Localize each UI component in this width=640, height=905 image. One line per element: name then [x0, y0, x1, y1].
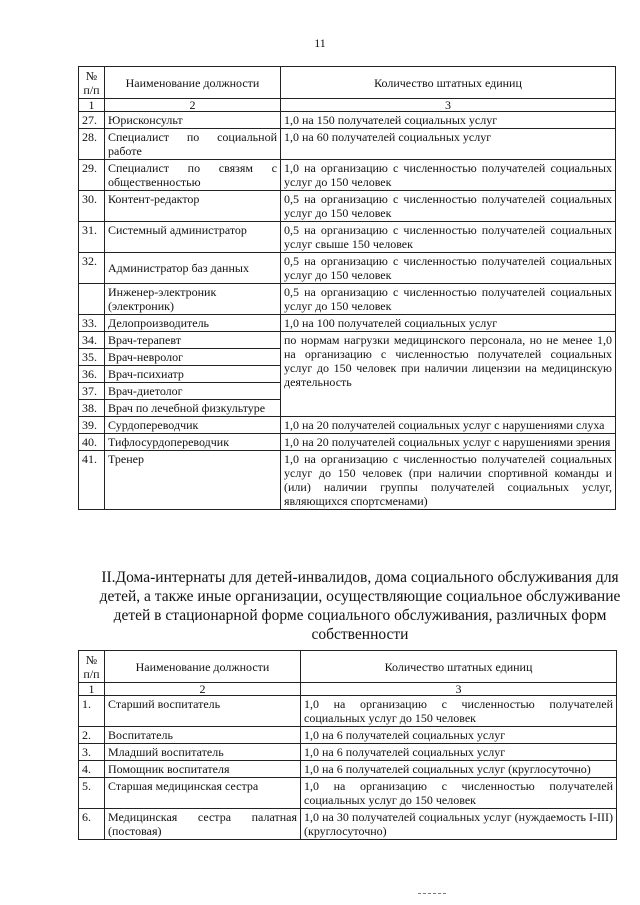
- row-number: 1.: [79, 696, 105, 727]
- staff-quantity: 1,0 на 30 получателей социальных услуг (нуждаемость I-III) (круглосуточно): [301, 809, 617, 840]
- position-name: Администратор баз данных: [105, 253, 281, 284]
- staff-quantity: 0,5 на организацию с численностью получателей социальных услуг свыше 150 человек: [281, 222, 616, 253]
- staff-quantity: 1,0 на 6 получателей социальных услуг: [301, 727, 617, 744]
- position-name: Старший воспитатель: [105, 696, 301, 727]
- staff-quantity: 1,0 на 60 получателей социальных услуг: [281, 129, 616, 160]
- header-quantity: Количество штатных единиц: [281, 67, 616, 99]
- row-number: 33.: [79, 315, 105, 332]
- staff-quantity: 1,0 на организацию с численностью получателей социальных услуг до 150 человек (при наличии спортивной команды и (или) наличии группы получателей социальных услуг, являющихся спортсменами): [281, 451, 616, 510]
- header-position: Наименование должности: [105, 651, 301, 683]
- table-row: [79, 761, 617, 778]
- table-row: [79, 809, 617, 840]
- row-number: 32.: [79, 253, 105, 284]
- row-number: 28.: [79, 129, 105, 160]
- table-row: [79, 284, 616, 315]
- position-name: Системный администратор: [105, 222, 281, 253]
- index-cell: 2: [105, 683, 301, 696]
- position-name: Сурдопереводчик: [105, 417, 281, 434]
- position-name: Врач-психиатр: [105, 366, 281, 383]
- staff-quantity: 1,0 на организацию с численностью получателей социальных услуг до 150 человек: [301, 696, 617, 727]
- header-quantity: Количество штатных единиц: [301, 651, 617, 683]
- row-number: 31.: [79, 222, 105, 253]
- staffing-table-1: [78, 66, 616, 510]
- row-number: 5.: [79, 778, 105, 809]
- staff-quantity: 0,5 на организацию с численностью получателей социальных услуг до 150 человек: [281, 284, 616, 315]
- row-number: 27.: [79, 112, 105, 129]
- staff-quantity-medical: по нормам нагрузки медицинского персонала, но не менее 1,0 на организацию с численностью получателей социальных услуг до 150 человек при наличии лицензии на медицинскую деятельность: [281, 332, 616, 417]
- table-row: [79, 778, 617, 809]
- staff-quantity: 0,5 на организацию с численностью получателей социальных услуг до 150 человек: [281, 253, 616, 284]
- table-row: [79, 332, 616, 349]
- staff-quantity: 1,0 на 20 получателей социальных услуг с нарушениями слуха: [281, 417, 616, 434]
- header-position: Наименование должности: [105, 67, 281, 99]
- position-name: Тифлосурдопереводчик: [105, 434, 281, 451]
- section-title: II.Дома-интернаты для детей-инвалидов, дома социального обслуживания для детей, а также иные организации, осуществляющие социальное обслуживание детей в стационарной форме социального обслуживания, различных форм собственности: [99, 569, 621, 643]
- row-number: 38.: [79, 400, 105, 417]
- header-number: № п/п: [79, 651, 105, 683]
- table-row: [79, 727, 617, 744]
- position-name: Врач-диетолог: [105, 383, 281, 400]
- header-number: № п/п: [79, 67, 105, 99]
- table-row: [79, 160, 616, 191]
- table-row: [79, 417, 616, 434]
- position-name: Юрисконсульт: [105, 112, 281, 129]
- page-number: 11: [314, 36, 326, 50]
- position-name: Старшая медицинская сестра: [105, 778, 301, 809]
- staff-quantity: 0,5 на организацию с численностью получателей социальных услуг до 150 человек: [281, 191, 616, 222]
- row-number: 40.: [79, 434, 105, 451]
- row-number: 6.: [79, 809, 105, 840]
- table-row: [79, 129, 616, 160]
- row-number: 36.: [79, 366, 105, 383]
- position-name: Инженер-электроник (электроник): [105, 284, 281, 315]
- footer-divider: [418, 893, 446, 894]
- table-row: [79, 222, 616, 253]
- staff-quantity: 1,0 на 150 получателей социальных услуг: [281, 112, 616, 129]
- row-number: 4.: [79, 761, 105, 778]
- row-number: [79, 284, 105, 315]
- staff-quantity: 1,0 на 6 получателей социальных услуг (круглосуточно): [301, 761, 617, 778]
- staff-quantity: 1,0 на 6 получателей социальных услуг: [301, 744, 617, 761]
- staff-quantity: 1,0 на организацию с численностью получателей социальных услуг до 150 человек: [281, 160, 616, 191]
- position-name: Врач-невролог: [105, 349, 281, 366]
- row-number: 39.: [79, 417, 105, 434]
- row-number: 34.: [79, 332, 105, 349]
- row-number: 41.: [79, 451, 105, 510]
- row-number: 3.: [79, 744, 105, 761]
- row-number: 37.: [79, 383, 105, 400]
- staffing-table-2: [78, 650, 617, 840]
- table-row: [79, 253, 616, 284]
- row-number: 30.: [79, 191, 105, 222]
- position-name: Помощник воспитателя: [105, 761, 301, 778]
- position-name: Специалист по социальной работе: [105, 129, 281, 160]
- index-cell: 3: [281, 99, 616, 112]
- position-name: Медицинская сестра палатная (постовая): [105, 809, 301, 840]
- table-row: [79, 451, 616, 510]
- position-name: Младший воспитатель: [105, 744, 301, 761]
- position-name: Специалист по связям с общественностью: [105, 160, 281, 191]
- staff-quantity: 1,0 на организацию с численностью получателей социальных услуг до 150 человек: [301, 778, 617, 809]
- row-number: 2.: [79, 727, 105, 744]
- index-cell: 1: [79, 683, 105, 696]
- row-number: 35.: [79, 349, 105, 366]
- staff-quantity: 1,0 на 20 получателей социальных услуг с нарушениями зрения: [281, 434, 616, 451]
- table-row: [79, 112, 616, 129]
- position-name: Воспитатель: [105, 727, 301, 744]
- index-cell: 1: [79, 99, 105, 112]
- table-row: [79, 744, 617, 761]
- row-number: 29.: [79, 160, 105, 191]
- position-name: Тренер: [105, 451, 281, 510]
- position-name: Делопроизводитель: [105, 315, 281, 332]
- table-row: [79, 191, 616, 222]
- position-name: Врач-терапевт: [105, 332, 281, 349]
- position-name: Врач по лечебной физкультуре: [105, 400, 281, 417]
- staff-quantity: 1,0 на 100 получателей социальных услуг: [281, 315, 616, 332]
- table-row: [79, 696, 617, 727]
- table-row: [79, 315, 616, 332]
- table-row: [79, 434, 616, 451]
- index-cell: 3: [301, 683, 617, 696]
- index-cell: 2: [105, 99, 281, 112]
- position-name: Контент-редактор: [105, 191, 281, 222]
